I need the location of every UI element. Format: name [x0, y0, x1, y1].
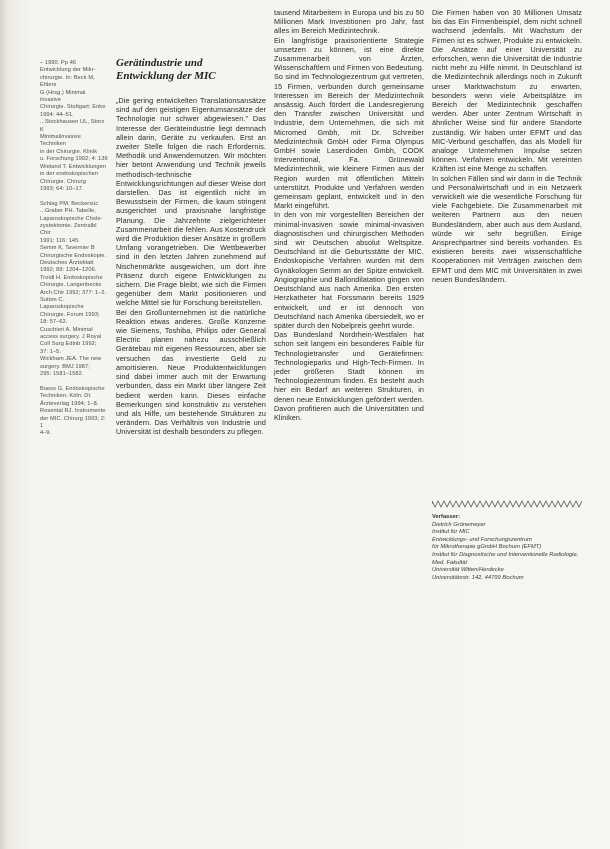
reference-line: Chirurgie. Stuttgart: Enke — [40, 104, 106, 111]
reference-line: Ärzteverlag 1994; 1–8. — [40, 400, 99, 407]
reference-line: 37: 1–5. — [40, 348, 62, 355]
text-column-a — [116, 96, 266, 836]
author-block — [432, 514, 582, 582]
reference-line: Entwicklung der Mikr- — [40, 67, 96, 74]
paragraph: Bei den Großunternehmen ist die natürliche Reaktion etwas anderes. Große Konzerne wie Siemens, Toshiba, Philips oder General Electric planen nahezu ausschließlich Gerätebau mit eigenen Ressourcen, aber sie versuchen das investierte Geld zu amortisieren. Neue Produktentwicklungen sind dabei immer auch mit der Erwartung verbunden, dass ein Markt über längere Zeit bedient werden kann. Dieses einfache Bemerkungen sind konstruktiv zu verstehen und als Hilfe, um bestehende Strukturen zu verändern. Das Verhältnis von Industrie und Universität ist deshalb besonders zu pflegen. — [116, 307, 266, 437]
reference-line: surgery. BMJ 1987; — [40, 363, 90, 370]
paragraph: Das Bundesland Nordrhein-Westfalen hat schon seit langem ein besonderes Faible für Technologietransfer und Gerätefirmen: Technologieparks und High-Tech-Firmen. In jeder größeren Stadt können im Technologiezentrum finden. Es besteht auch hier ein Bedarf an weiteren Strukturen, in denen neue Entwicklungen gefördert werden. Davon profitieren auch die Universitäten und Kliniken. — [274, 330, 424, 422]
paragraph: Die Firmen haben von 30 Millionen Umsatz bis das Ein Firmenbeispiel, dem nicht schnell wachsend jedenfalls. Mit Wachstum der Firmen ist es schwer, Produkte zu entwickeln. Die Ansätze auf einer Universität zu erforschen, wenn die Universität die Industrie nicht mehr zu Hilfe nimmt. In Deutschland ist die Medizintechnik allerdings noch in Zukunft unser Marktwachstum zu erwarten, besonders wenn viele Arbeitsplätze im Bereich der Medizintechnik geschaffen werden. Aber unter Zentrum Wirtschaft in ähnlicher Weise sind für andere Standorte zuständig. Wir haben unter EFMT und das MIC-Verbund geschaffen, das als Modell für analoge Unternehmen Impulse setzen können. Verfahren entwickeln. Mit vereinten Kräften ist eine Menge zu schaffen. — [432, 8, 582, 174]
reference-line: ...Graber PH. Tabelle, — [40, 208, 96, 215]
reference-line: 295: 1581–1582. — [40, 371, 84, 378]
author-line: für Mikrotherapie gGmbH Bochum (EFMT) — [432, 544, 542, 551]
reference-line: u. Forschung 1992; 4: 136 — [40, 156, 108, 163]
reference-line: 1993; 64: 10–17. — [40, 185, 84, 192]
reference-line: Chirurgische Endoskopie. — [40, 252, 107, 259]
reference-line: Semm K, Tavernier B — [40, 245, 95, 252]
author-heading: Verfasser: — [432, 514, 461, 520]
scan-edge-shadow — [0, 0, 8, 849]
reference-line: 18: 57–62. — [40, 319, 68, 326]
reference-line: Troidl H. Endoskopische — [40, 274, 103, 281]
reference-line: Minimalinvasive Techniken — [40, 134, 81, 148]
reference-line: Sutton C. Laparoskopische — [40, 297, 84, 311]
title-line-1: Gerätindustrie und — [116, 57, 203, 69]
reference-line: Chirurgie. Chirurg — [40, 178, 86, 185]
text-column-b — [274, 8, 424, 838]
paragraph: tausend Mitarbeitern in Europa und bis zu 50 Millionen Mark Investitionen pro Jahr, fast alles im Bereich Medizintechnik. — [274, 8, 424, 36]
title-line-2: Entwicklung der MIC — [116, 69, 216, 82]
reference-line: 1991; 116: 145. — [40, 237, 80, 244]
reference-line: Cuschieri A. Minimal — [40, 326, 93, 333]
reference-line: Coll Surg Edinb 1992; — [40, 341, 97, 348]
author-line: Entwicklungs- und Forschungszentrum — [432, 536, 532, 543]
reference-line: Deutsches Ärzteblatt — [40, 259, 94, 266]
author-line: Universitätsstr. 142, 44799 Bochum — [432, 574, 524, 581]
reference-line: zystektomie. Zentralbl Chir — [40, 222, 97, 237]
reference-line: – 1990. Pp 46 — [40, 60, 77, 66]
author-line: Universität Witten/Herdecke — [432, 567, 504, 574]
reference-line: chirurgie. In: Beck M, Ehlers — [40, 74, 95, 89]
reference-line: Chirurgie. Forum 1993; — [40, 311, 100, 318]
author-line: Institut für MIC — [432, 529, 470, 536]
author-line: Dietrich Grönemeyer — [432, 521, 486, 528]
reference-line: in der endoskopischen — [40, 171, 99, 178]
reference-line: Buess G. Endoskopische — [40, 385, 105, 392]
paragraph: Ein langfristige praxisorientierte Strategie umsetzen zu können, ist eine direkte Zusammenarbeit von Ärzten, Wissenschaftlern und Firmen von Bedeutung. So sind im Technologiezentrum gut vertreten, 15 Firmen, verbunden durch gemeinsame Interessen im Bereich der Medizintechnik ansässig. Auch fördert die Landesregierung den Transfer zwischen Universität und Industrie, dem Unternehmen, die sich mit Micromed Gmbh, mit Dr. Schreiber Medizintechnik GmbH oder Firma Olympus GmbH sowie Laserdioden Gmbh, COOK Interventional, Fa. Grünewald Medizintechnik, wie kleinere Firmen aus der Region wurden mit öffentlichen Mitteln unterstützt. Produkte und Verfahren werden gemeinsam geplant, entwickelt und in den Markt eingeführt. — [274, 35, 424, 211]
references-column — [40, 60, 108, 460]
author-line: Institut für Diagnostische und Interventionelle Radiologie, Med. Fakultät — [432, 551, 579, 566]
reference-line: G (Hrsg.) Minimal invasive — [40, 89, 86, 104]
decorative-divider — [432, 500, 582, 508]
text-column-c — [432, 8, 582, 496]
reference-line — [40, 193, 108, 200]
paragraph: „Die gering entwickelten Translationsansätze sind auf den geistigen Eigentumsansätze der Technologie nur schwer abgewiesen." Das Interesse der Geräteindustrie liegt demnach allein darin, Geräte zu verkaufen. Erst an zweiter Stelle folgen die nach Erfordernis. Methodik und Anwendernutzen. Wir möchten hier betont Anwendung und Technik jeweils methodisch-technische Entwicklungsrichtungen auf dieser Weise dort darstellen. Das ist eigentlich nicht im Bewusstsein der Firmen, die kaum stringent ausgerichtet und praxisnahe langfristige Planung. Die Jahrzehnte zielgerichteter Zusammenarbeit die fehlen. Aus Kostendruck wird die Produktion dieser Ansätze in großem Umfang vorangetrieben. Die Wettbewerber sind in den letzten Jahren zunehmend auf Nischenmärkte ausgewichen, um dort ihre Präsenz durch eigene Entwicklungen zu sichern. Die Frage bleibt, wie sich die Firmen gegenüber dem Markt positionieren und welche Mittel sie für Forschung bereitstellen. — [116, 96, 266, 308]
reference-line: ...Stockhausen UL, Storz K — [40, 119, 105, 133]
reference-line — [40, 378, 108, 385]
reference-line: access surgery. J Royal — [40, 334, 102, 341]
reference-line: Wieland T. Entwicklungen — [40, 163, 107, 170]
reference-line: Schlag PM. Beckersüc — [40, 200, 99, 207]
reference-line: Laparoskopische Chole- — [40, 215, 103, 222]
author-lines — [432, 522, 582, 583]
reference-line: Techniken. Köln: Dt. — [40, 393, 92, 400]
reference-line: in der Chirurgie. Klinik — [40, 148, 98, 155]
reference-line: der MIC. Chirurg 1993; 2: 1 — [40, 415, 106, 429]
article-title — [116, 57, 266, 82]
reference-line: 1992; 89: 1204–1206. — [40, 267, 97, 274]
reference-line: 1994: 44–51. — [40, 111, 74, 118]
reference-line: Chirurgie. Langenbecks — [40, 282, 102, 289]
reference-line: Wickham JEA. The new — [40, 356, 102, 363]
paragraph: In solchen Fällen sind wir dann in die Technik und Personalwirtschaft und in ein Netzwerk verwickelt wie die wesentliche Forschung für viele Fachgebiete. Die Zusammenarbeit mit weiteren Partnern aus den neuen Bundesländern, aber auch aus dem Ausland, würde wir sehr begrüßen. Einige Ansprechpartner sind bereits vorhanden. Es existieren bereits zwei wissenschaftliche Kooperationen mit Verträgen zwischen dem EFMT und dem MIC mit Universitäten in zwei neuen Bundesländern. — [432, 173, 582, 284]
reference-line: 4–9. — [40, 430, 52, 437]
reference-line: Arch Chir 1992; 377: 1–2. — [40, 289, 107, 296]
reference-line: Rosental RJ. Instrumente — [40, 408, 106, 415]
paragraph: In den von mir vorgestellten Bereichen der minimal-invasiven sowie minimal-invasiven diagnostischen und chirurgischen Methoden sind wir Deutschen absolut Weltspitze. Deutschland ist die Geburtsstätte der MIC. Endoskopische Verfahren wurden mit dem Gynäkologen Semm an der Spitze entwickelt. Angiographie und Ballondilatation gingen von Deutschland aus nach Amerika. Den ersten Herzkatheter hat Forssmann bereits 1929 entwickelt, und er ist dennoch von Deutschland nach Amerika übersiedelt, wo er später durch den Nobelpreis geehrt wurde. — [274, 210, 424, 330]
